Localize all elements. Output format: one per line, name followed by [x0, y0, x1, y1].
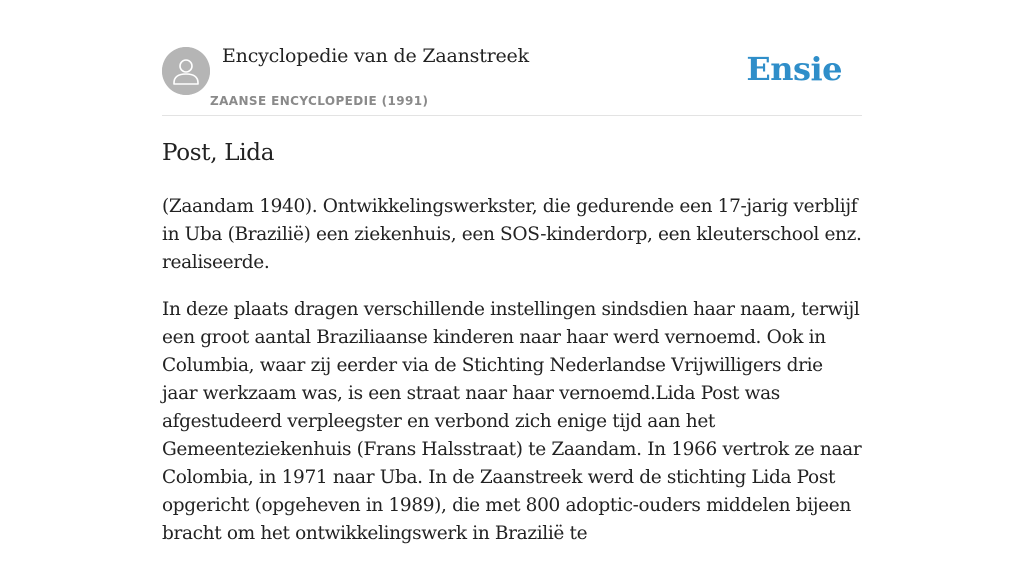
source-subtitle: ZAANSE ENCYCLOPEDIE (1991) — [210, 94, 429, 108]
user-icon — [162, 47, 210, 95]
entry-paragraph: In deze plaats dragen verschillende instellingen sindsdien haar naam, terwijl een groot aantal Braziliaanse kinderen naar haar werd vernoemd. Ook in Columbia, waar zij eerder via de Stichting Nederlandse Vrijwilligers drie jaar werkzaam was, is een straat naar haar vernoemd.Lida Post was afgestudeerd verpleegster en verbond zich enige tijd aan het Gemeenteziekenhuis (Frans Halsstraat) te Zaandam. In 1966 vertrok ze naar Colombia, in 1971 naar Uba. In de Zaanstreek werd de stichting Lida Post opgericht (opgeheven in 1989), die met 800 adoptic-ouders middelen bijeen bracht om het ontwikkelingswerk in Brazilië te — [162, 299, 862, 544]
entry-title: Post, Lida — [162, 140, 275, 166]
entry-body — [162, 193, 862, 567]
entry-paragraph: (Zaandam 1940). Ontwikkelingswerkster, die gedurende een 17-jarig verblijf in Uba (Brazilië) een ziekenhuis, een SOS-kinderdorp, een kleuterschool enz. realiseerde. — [162, 196, 862, 273]
avatar[interactable] — [162, 47, 210, 95]
content-container — [162, 0, 862, 544]
source-header — [162, 0, 862, 116]
brand-logo[interactable]: Ensie — [746, 50, 842, 88]
source-title[interactable]: Encyclopedie van de Zaanstreek — [222, 45, 529, 67]
